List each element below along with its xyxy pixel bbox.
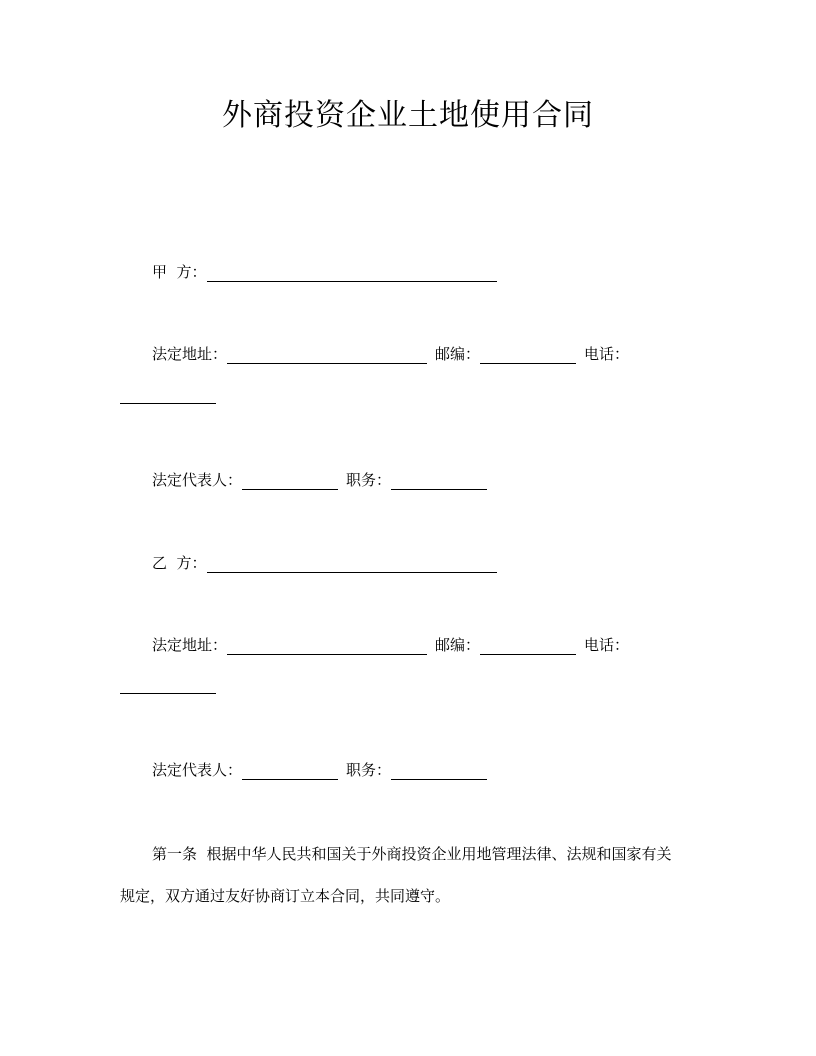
party-a-address-row bbox=[152, 342, 629, 364]
party-b-position-blank[interactable] bbox=[391, 761, 487, 780]
party-a-address-label: 法定地址： bbox=[152, 345, 228, 363]
party-a-address-blank[interactable] bbox=[227, 345, 427, 364]
party-b-zip-label: 邮编： bbox=[435, 636, 481, 654]
party-a-rep-row bbox=[152, 468, 487, 490]
article-1-line-2: 规定，双方通过友好协商订立本合同，共同遵守。 bbox=[120, 887, 451, 905]
party-b-rep-label: 法定代表人： bbox=[152, 761, 243, 779]
party-b-phone-label: 电话： bbox=[584, 636, 630, 654]
article-1-line-1: 第一条 根据中华人民共和国关于外商投资企业用地管理法律、法规和国家有关 bbox=[152, 845, 672, 863]
party-a-rep-label: 法定代表人： bbox=[152, 471, 243, 489]
party-b-phone-blank[interactable] bbox=[120, 693, 216, 694]
party-a-phone-blank[interactable] bbox=[120, 403, 216, 404]
party-a-row bbox=[152, 260, 497, 282]
party-b-address-blank[interactable] bbox=[227, 636, 427, 655]
party-b-name-blank[interactable] bbox=[207, 554, 497, 573]
party-a-label: 甲 方： bbox=[152, 263, 207, 281]
document-title: 外商投资企业土地使用合同 bbox=[222, 98, 594, 133]
party-a-position-blank[interactable] bbox=[391, 471, 487, 490]
party-b-rep-blank[interactable] bbox=[242, 761, 338, 780]
party-b-address-row bbox=[152, 633, 629, 655]
party-b-zip-blank[interactable] bbox=[480, 636, 576, 655]
party-a-name-blank[interactable] bbox=[207, 263, 497, 282]
party-a-rep-blank[interactable] bbox=[242, 471, 338, 490]
party-b-position-label: 职务： bbox=[346, 761, 392, 779]
party-b-row bbox=[152, 551, 497, 573]
party-b-label: 乙 方： bbox=[152, 554, 207, 572]
party-a-zip-label: 邮编： bbox=[435, 345, 481, 363]
party-a-phone-label: 电话： bbox=[584, 345, 630, 363]
party-a-zip-blank[interactable] bbox=[480, 345, 576, 364]
party-b-rep-row bbox=[152, 758, 487, 780]
party-b-address-label: 法定地址： bbox=[152, 636, 228, 654]
party-a-position-label: 职务： bbox=[346, 471, 392, 489]
